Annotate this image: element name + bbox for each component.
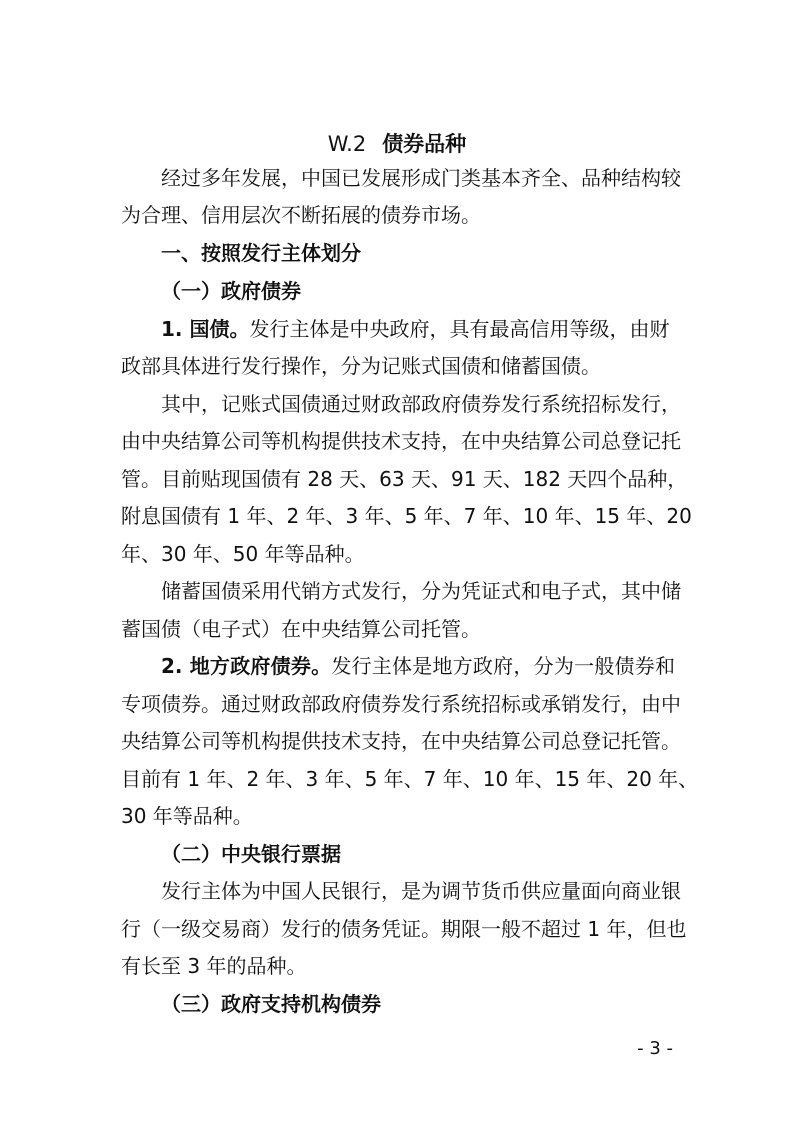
cb-line-2: 行（一级交易商）发行的债务凭证。期限一般不超过 1 年，但也 bbox=[121, 917, 687, 941]
section-1-title: 一、按照发行主体划分 bbox=[161, 241, 361, 265]
cb-line-3: 有长至 3 年的品种。 bbox=[121, 954, 307, 978]
bookentry-line-2: 由中央结算公司等机构提供技术支持，在中央结算公司总登记托 bbox=[121, 429, 681, 453]
section-number: W.2 bbox=[327, 132, 367, 157]
section-heading bbox=[0, 128, 794, 160]
subsection-3-title: （三）政府支持机构债券 bbox=[161, 992, 381, 1016]
bookentry-line-3: 管。目前贴现国债有 28 天、63 天、91 天、182 天四个品种， bbox=[121, 467, 688, 491]
bookentry-line-1: 其中，记账式国债通过财政部政府债券发行系统招标发行， bbox=[161, 392, 681, 416]
section-title: 债券品种 bbox=[382, 132, 467, 157]
intro-line-1: 经过多年发展，中国已发展形成门类基本齐全、品种结构较 bbox=[161, 166, 681, 190]
item-2-line-5: 30 年等品种。 bbox=[121, 804, 253, 828]
item-1-line-2: 政部具体进行发行操作，分为记账式国债和储蓄国债。 bbox=[121, 354, 601, 378]
savings-line-1: 储蓄国债采用代销方式发行，分为凭证式和电子式，其中储 bbox=[161, 579, 681, 603]
item-2-first-line bbox=[161, 651, 675, 681]
item-2-text: 发行主体是地方政府，分为一般债券和 bbox=[331, 654, 676, 678]
item-2-line-2: 专项债券。通过财政部政府债券发行系统招标或承销发行，由中 bbox=[121, 692, 681, 716]
item-2-line-4: 目前有 1 年、2 年、3 年、5 年、7 年、10 年、15 年、20 年、 bbox=[121, 767, 699, 791]
item-1-first-line bbox=[161, 314, 675, 344]
intro-line-2: 为合理、信用层次不断拓展的债券市场。 bbox=[121, 203, 481, 227]
item-2-label: 2. 地方政府债券。 bbox=[161, 654, 332, 678]
bookentry-line-4: 附息国债有 1 年、2 年、3 年、5 年、7 年、10 年、15 年、20 bbox=[121, 504, 692, 528]
item-1-text: 发行主体是中央政府，具有最高信用等级，由财 bbox=[249, 317, 670, 341]
item-1-label: 1. 国债。 bbox=[161, 317, 250, 341]
page-number: - 3 - bbox=[637, 1038, 673, 1059]
savings-line-2: 蓄国债（电子式）在中央结算公司托管。 bbox=[121, 617, 481, 641]
subsection-2-title: （二）中央银行票据 bbox=[161, 842, 341, 866]
cb-line-1: 发行主体为中国人民银行，是为调节货币供应量面向商业银 bbox=[161, 879, 681, 903]
subsection-1-title: （一）政府债券 bbox=[161, 279, 301, 303]
bookentry-line-5: 年、30 年、50 年等品种。 bbox=[121, 542, 365, 566]
item-2-line-3: 央结算公司等机构提供技术支持，在中央结算公司总登记托管。 bbox=[121, 729, 681, 753]
